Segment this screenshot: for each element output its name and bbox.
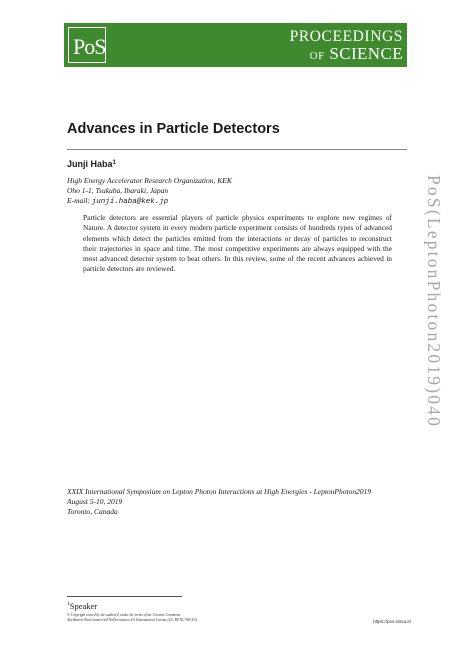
copyright-line-1: © Copyright owned by the author(s) under the terms of the Creative Commons — [67, 613, 181, 617]
author-name-text: Junji Haba — [67, 159, 113, 169]
wordmark-science-line — [290, 45, 403, 65]
abstract: Particle detectors are essential players of particle physics experiments to explore new regimes of Nature. A detector system in every modern particle experiment consists of hundreds types of advanced elements which detect the particles emitted from the interactions or decay of particles to reconstruct their trajectories in space and time. The most competitive experiments are always equipped with the most advanced detector system to beat others. In this review, some of the recent advances achieved in particle detectors are reviewed. — [83, 213, 392, 274]
conference-dates: August 5-10, 2019 — [67, 497, 123, 506]
wordmark-science: SCIENCE — [329, 44, 403, 63]
conference-name: XXIX International Symposium on Lepton Photon Interactions at High Energies - LeptonPhoton2019 — [67, 487, 372, 496]
side-label-text: PoS(LeptonPhoton2019)040 — [424, 175, 444, 429]
footnote — [67, 601, 97, 611]
copyright-line-2: Attribution-NonCommercial-NoDerivatives 4.0 International License (CC BY-NC-ND 4.0). — [67, 618, 199, 622]
author-name — [67, 159, 116, 169]
wordmark-of: OF — [309, 50, 325, 62]
author-footnote-mark: 1 — [112, 160, 116, 166]
proceedings-of-science-wordmark — [290, 28, 403, 65]
email-link[interactable]: junji.haba@kek.jp — [91, 198, 169, 206]
footnote-mark: 1 — [67, 601, 70, 607]
email-line — [67, 196, 168, 206]
address: Oho 1-1, Tsukuba, Ibaraki, Japan — [67, 186, 169, 195]
pos-header-banner — [64, 23, 407, 67]
email-label: E-mail: — [67, 196, 90, 205]
affiliation: High Energy Accelerator Research Organization, KEK — [67, 176, 232, 185]
wordmark-proceedings: PROCEEDINGS — [289, 28, 403, 45]
footnote-divider — [67, 596, 182, 597]
pos-url-link[interactable]: https://pos.sissa.it/ — [373, 619, 411, 624]
footnote-text: Speaker — [69, 601, 98, 611]
title-divider — [67, 149, 407, 150]
paper-title: Advances in Particle Detectors — [67, 121, 280, 137]
pos-logo-text: PoS — [73, 34, 106, 59]
conference-location: Toronto, Canada — [67, 507, 118, 516]
pos-logo — [68, 27, 106, 63]
